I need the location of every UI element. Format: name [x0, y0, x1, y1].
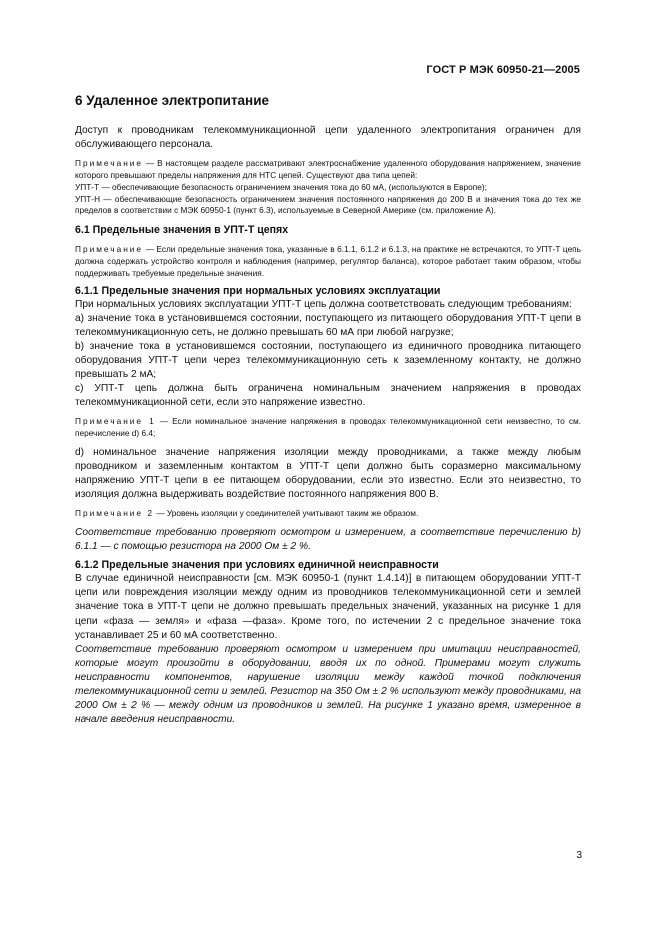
- subsection-6-1-note: Примечание — Если предельные значения тока, указанные в 6.1.1, 6.1.2 и 6.1.3, на практике не встречаются, то УПТ-Т цепь должна содержать устройство контроля и наблюдения (например, регулятор баланса), которое работает таким образом, чтобы поддерживать требуемые предельные значения.: [75, 244, 581, 278]
- page-content: [75, 92, 581, 727]
- subsection-6-1-1-intro: При нормальных условиях эксплуатации УПТ-Т цепь должна соответствовать следующим требованиям:: [75, 298, 572, 310]
- note-2: Примечание 2 — Уровень изоляции у соединителей учитывают таким же образом.: [75, 508, 419, 519]
- subsection-6-1-2-title: 6.1.2 Предельные значения при условиях единичной неисправности: [75, 559, 439, 572]
- list-item-b: b) значение тока в установившемся состоянии, поступающего из единичного проводника питающего оборудования УПТ-Т цепи через телекоммуникационную сеть к заземленному контакту, не должно превышать 2 мА;: [75, 340, 581, 381]
- note-label: Примечание: [75, 158, 144, 169]
- note-label: Примечание 2: [75, 508, 154, 519]
- subsection-6-1-title: 6.1 Предельные значения в УПТ-Т цепях: [75, 224, 289, 237]
- note-upt-t: УПТ-Т — обеспечивающие безопасность ограничением значения тока до 60 мА, (используются в Европе);: [75, 181, 487, 192]
- section-note: Примечание — В настоящем разделе рассматривают электроснабжение удаленного оборудования напряжением, значение которого превышают пределы напряжения для НТС цепей. Существуют два типа цепей:: [75, 158, 581, 180]
- compliance-6-1-1: Соответствие требованию проверяют осмотром и измерением, а соответствие перечислению b) 6.1.1 — с помощью резистора на 2000 Ом ± 2 %.: [75, 527, 581, 553]
- note-1: Примечание 1 — Если номинальное значение напряжения в проводах телекоммуникационной сети неизвестно, то см. перечисление d) 6.4;: [75, 416, 582, 439]
- list-item-d: d) номинальное значение напряжения изоляции между проводниками, а также между любым проводником и заземленным контактом в УПТ-Т цепи должно быть соразмерно максимальному напряжению УПТ-Т цепи в ее питающем оборудовании, если это известно. Если это неизвестно, то изоляция должна выдерживать воздействие постоянного напряжения 800 В.: [75, 446, 581, 501]
- note-label: Примечание 1: [75, 416, 156, 427]
- section-intro: Доступ к проводникам телекоммуникационной цепи удаленного электропитания ограничен для обслуживающего персонала.: [75, 125, 581, 151]
- list-item-a: a) значение тока в установившемся состоянии, поступающего из питающего оборудования УПТ-Т цепи в телекоммуникационную сеть, не должно превышать 60 мА при любой нагрузке;: [75, 312, 581, 338]
- document-id: ГОСТ Р МЭК 60950-21—2005: [426, 64, 580, 76]
- compliance-6-1-2: Соответствие требованию проверяют осмотром и измерением при имитации неисправностей, которые могут произойти в оборудовании, вводя их по одной. Примерами могут служить неисправности компонентов, нарушение изоляции между каждой точкой подключения телекоммуникационной сети и землей. Резистор на 350 Ом ± 2 % используют между проводниками, на 2000 Ом ± 2 % — между одним из проводников и землей. На рисунке 1 указано время, измеренное в начале введения неисправности.: [75, 643, 581, 726]
- page-number: 3: [576, 850, 582, 861]
- list-item-c: c) УПТ-Т цепь должна быть ограничена номинальным значением напряжения в проводах телекоммуникационной сети, если это напряжение известно.: [75, 383, 581, 409]
- section-title: 6 Удаленное электропитание: [75, 93, 270, 108]
- subsection-6-1-1-title: 6.1.1 Предельные значения при нормальных условиях эксплуатации: [75, 284, 441, 297]
- subsection-6-1-2-body: В случае единичной неисправности [см. МЭК 60950-1 (пункт 1.4.14)] в питающем оборудовании УПТ-Т цепи или повреждения изоляции между одним из проводников телекоммуникационной сети и землей значение тока в УПТ-Т цепи не должно превышать предельных значений, указанных на рисунке 1 для цепи «фаза — земля» и «фаза —фаза». Кроме того, по истечении 2 с предельное значение тока устанавливает 25 и 60 мА соответственно.: [75, 573, 581, 641]
- note-label: Примечание: [75, 244, 144, 255]
- note-upt-n: УПТ-Н — обеспечивающие безопасность ограничением значения постоянного напряжения до 200 В и значения тока до тех же пределов в соответствии с МЭК 60950-1 (пункт 6.3), используемые в Северной Америке (см. приложение А).: [75, 193, 581, 216]
